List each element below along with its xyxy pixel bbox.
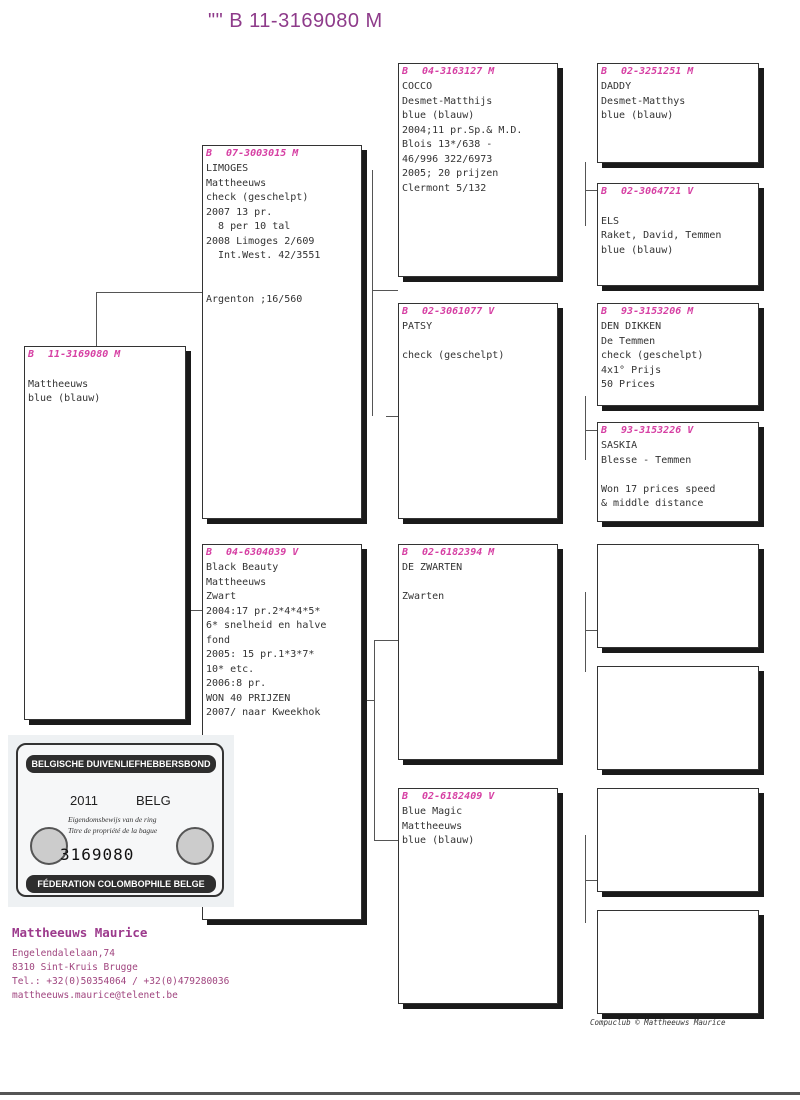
- ring-number: 02-3251251 M: [621, 66, 694, 77]
- pedigree-box-empty: [597, 666, 759, 770]
- ring-header: [399, 64, 557, 79]
- pedigree-box-empty: [597, 788, 759, 892]
- connector: [585, 162, 586, 226]
- detail-line: [402, 335, 554, 350]
- bird-details: [399, 319, 557, 365]
- detail-line: blue (blauw): [601, 244, 674, 256]
- ring-number: 02-3061077 V: [422, 306, 495, 317]
- country-code: B: [402, 306, 409, 317]
- country-code: B: [206, 547, 213, 558]
- detail-line: Black Beauty: [206, 562, 279, 573]
- bottom-divider: [0, 1092, 800, 1095]
- connector: [386, 416, 398, 417]
- stamp-bottom-band: FÉDERATION COLOMBOPHILE BELGE: [26, 875, 216, 893]
- detail-line: Mattheeuws: [206, 177, 267, 189]
- bird-details: [399, 79, 557, 197]
- connector: [96, 292, 203, 293]
- detail-line: 50 Prices: [601, 379, 656, 390]
- pedigree-box-sire-dam: [398, 303, 558, 519]
- country-code: B: [601, 186, 608, 197]
- country-code: B: [402, 791, 409, 802]
- stamp-text-fr: Titre de propriété de la bague: [68, 826, 158, 835]
- detail-line: & middle distance: [601, 498, 704, 509]
- ring-number: 93-3153226 V: [621, 425, 694, 436]
- detail-line: [28, 363, 182, 378]
- detail-line: Blesse - Temmen: [601, 454, 692, 466]
- detail-line: 2008 Limoges 2/609: [206, 235, 315, 247]
- stamp-country: BELG: [136, 793, 171, 808]
- detail-line: Desmet-Matthijs: [402, 95, 493, 107]
- detail-line: [206, 278, 358, 293]
- detail-line: [402, 576, 554, 591]
- detail-line: 8 per 10 tal: [206, 221, 291, 232]
- detail-line: 46/996 322/6973: [402, 153, 493, 165]
- detail-line: SASKIA: [601, 440, 638, 451]
- pedigree-box-sss: [597, 63, 759, 163]
- stamp-ring-number: 3169080: [60, 845, 135, 864]
- detail-line: 2004:17 pr.2*4*4*5*: [206, 605, 321, 617]
- connector: [585, 396, 586, 460]
- detail-line: blue (blauw): [28, 393, 101, 404]
- country-code: B: [402, 66, 409, 77]
- detail-line: 2007/ naar Kweekhok: [206, 707, 321, 718]
- bird-details: [399, 804, 557, 850]
- ring-number: 04-6304039 V: [226, 547, 299, 558]
- detail-line: Blois 13*/638 -: [402, 139, 493, 150]
- detail-line: check (geschelpt): [601, 350, 704, 361]
- country-code: B: [601, 425, 608, 436]
- pedigree-box-sds: [597, 303, 759, 406]
- country-code: B: [206, 148, 213, 159]
- stamp-text-nl: Eigendomsbewijs van de ring: [68, 815, 157, 824]
- ring-number: 93-3153206 M: [621, 306, 694, 317]
- copyright-footer: Compuclub © Mattheeuws Maurice: [590, 1018, 726, 1027]
- country-code: B: [28, 349, 35, 360]
- owner-address: Engelendalelaan,74: [12, 948, 115, 959]
- detail-line: Raket, David, Temmen: [601, 230, 722, 241]
- detail-line: Zwarten: [402, 591, 445, 602]
- owner-email[interactable]: mattheeuws.maurice@telenet.be: [12, 990, 178, 1001]
- detail-line: ELS: [601, 215, 620, 227]
- connector: [96, 292, 97, 348]
- bird-details: [25, 362, 185, 408]
- owner-city: 8310 Sint-Kruis Brugge: [12, 962, 138, 973]
- ring-header: [25, 347, 185, 362]
- seal-icon: [176, 827, 214, 865]
- page-title: "" B 11-3169080 M: [208, 10, 383, 32]
- detail-line: COCCO: [402, 81, 433, 92]
- ring-number: 02-6182394 M: [422, 547, 495, 558]
- detail-line: blue (blauw): [601, 110, 674, 121]
- ring-number: 07-3003015 M: [226, 148, 299, 159]
- detail-line: 2004;11 pr.Sp.& M.D.: [402, 124, 523, 136]
- pedigree-box-sire-sire: [398, 63, 558, 277]
- detail-line: Zwart: [206, 591, 237, 602]
- ring-header: [203, 146, 361, 161]
- country-code: B: [402, 547, 409, 558]
- ring-header: [399, 304, 557, 319]
- pedigree-box-empty: [597, 544, 759, 648]
- owner-name: Mattheeuws Maurice: [12, 925, 148, 940]
- bird-details: [399, 560, 557, 606]
- pedigree-box-empty: [597, 910, 759, 1014]
- ring-header: [598, 304, 758, 319]
- connector: [585, 835, 586, 923]
- detail-line: Won 17 prices speed: [601, 483, 716, 495]
- bird-details: [203, 560, 361, 722]
- detail-line: [206, 264, 358, 279]
- pedigree-box-dam-dam: [398, 788, 558, 1004]
- owner-phone: Tel.: +32(0)50354064 / +32(0)479280036: [12, 976, 230, 987]
- detail-line: [601, 200, 755, 215]
- ring-header: [399, 545, 557, 560]
- ring-header: [598, 64, 758, 79]
- detail-line: blue (blauw): [402, 110, 475, 121]
- detail-line: check (geschelpt): [206, 192, 309, 203]
- detail-line: Desmet-Matthys: [601, 95, 686, 107]
- detail-line: 6* snelheid en halve: [206, 620, 327, 631]
- bird-details: [203, 161, 361, 308]
- detail-line: PATSY: [402, 321, 433, 332]
- stamp-top-band: BELGISCHE DUIVENLIEFHEBBERSBOND: [26, 755, 216, 773]
- detail-line: 2006:8 pr.: [206, 678, 267, 689]
- detail-line: WON 40 PRIJZEN: [206, 692, 291, 704]
- ring-header: [399, 789, 557, 804]
- connector: [374, 640, 398, 641]
- detail-line: DE ZWARTEN: [402, 562, 463, 573]
- detail-line: 10* etc.: [206, 663, 255, 675]
- pedigree-box-sdd: [597, 422, 759, 522]
- connector: [374, 640, 375, 840]
- pedigree-box-sire: [202, 145, 362, 519]
- ring-header: [598, 423, 758, 438]
- connector: [372, 290, 398, 291]
- detail-line: DEN DIKKEN: [601, 321, 662, 332]
- ring-header: [203, 545, 361, 560]
- ring-number: 11-3169080 M: [48, 349, 121, 360]
- connector: [374, 840, 398, 841]
- connector: [585, 592, 586, 672]
- pedigree-box-ssd: [597, 183, 759, 286]
- detail-line: Argenton ;16/560: [206, 293, 303, 305]
- bird-details: [598, 199, 758, 259]
- detail-line: [601, 468, 755, 483]
- ring-certificate-stamp: [8, 735, 234, 907]
- detail-line: Int.West. 42/3551: [206, 250, 321, 261]
- bird-details: [598, 79, 758, 125]
- detail-line: Mattheeuws: [402, 820, 463, 832]
- detail-line: 4x1° Prijs: [601, 364, 662, 376]
- detail-line: check (geschelpt): [402, 350, 505, 361]
- detail-line: DADDY: [601, 81, 632, 92]
- connector: [186, 610, 203, 611]
- ring-number: 04-3163127 M: [422, 66, 495, 77]
- ring-header: [598, 184, 758, 199]
- detail-line: fond: [206, 634, 231, 646]
- country-code: B: [601, 66, 608, 77]
- detail-line: 2007 13 pr.: [206, 206, 273, 218]
- country-code: B: [601, 306, 608, 317]
- detail-line: 2005; 20 prijzen: [402, 168, 499, 179]
- bird-details: [598, 438, 758, 513]
- connector: [372, 170, 373, 416]
- pedigree-box-dam-sire: [398, 544, 558, 760]
- detail-line: blue (blauw): [402, 835, 475, 846]
- ring-number: 02-6182409 V: [422, 791, 495, 802]
- detail-line: Mattheeuws: [206, 576, 267, 588]
- ring-number: 02-3064721 V: [621, 186, 694, 197]
- detail-line: Blue Magic: [402, 806, 463, 817]
- pedigree-box-subject: [24, 346, 186, 720]
- detail-line: De Temmen: [601, 335, 656, 347]
- bird-details: [598, 319, 758, 394]
- detail-line: Mattheeuws: [28, 378, 89, 390]
- detail-line: LIMOGES: [206, 163, 249, 174]
- connector: [362, 700, 374, 701]
- detail-line: Clermont 5/132: [402, 182, 487, 194]
- detail-line: 2005: 15 pr.1*3*7*: [206, 649, 315, 660]
- stamp-year: 2011: [70, 793, 98, 808]
